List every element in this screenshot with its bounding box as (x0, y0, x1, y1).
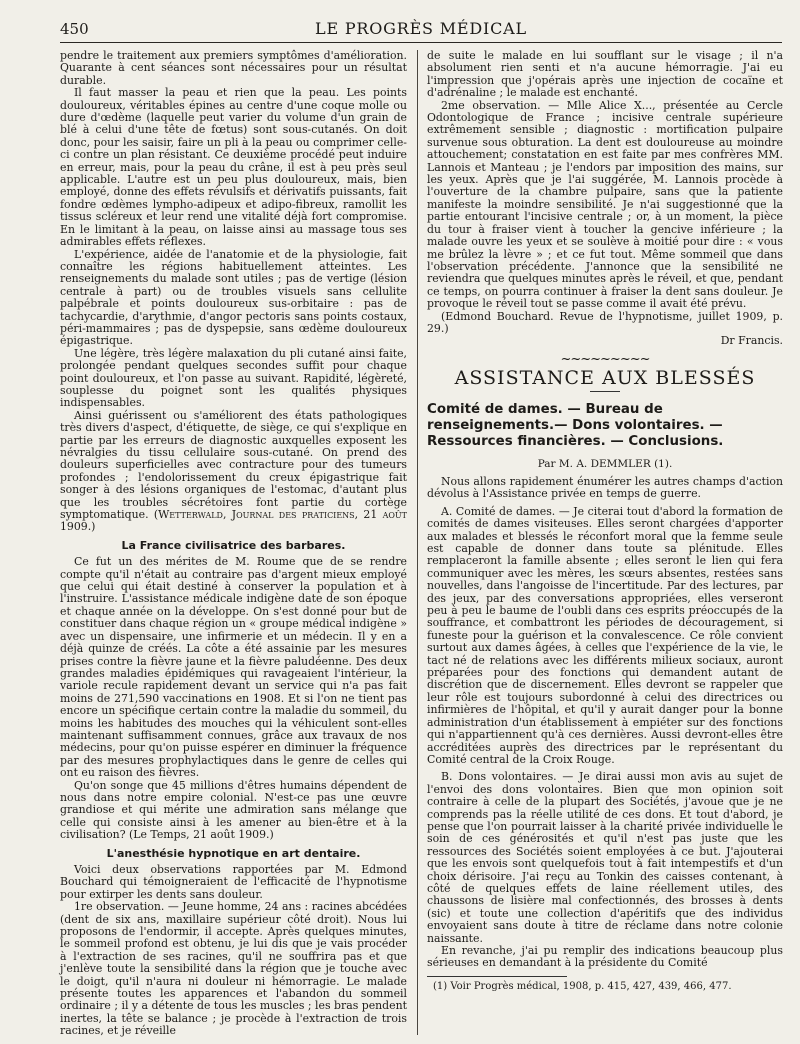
footnote: (1) Voir Progrès médical, 1908, p. 415, 427, 439, 466, 477. (433, 980, 732, 992)
section-title: La France civilisatrice des barbares. (121, 538, 346, 552)
paragraph: Ce fut un des mérites de M. Roume que de se rendre compte qu'il n'était au contraire pas d'argent mieux employé que celui qui était destiné à conserver la population et à l'instruire. L'assistance médicale indigène date de son époque et chaque année on la développe. On s'est donné pour but de constituer dans chaque région un « groupe médical indigène » avec un dispensaire, une infirmerie et un médecin. Il y en a déjà quinze de créés. La côte a été assainie par les mesures prises contre la fièvre jaune et la fièvre paludéenne. Des deux grandes maladies épidémiques qui ravageaient l'intérieur, la variole recule rapidement devant un service qui n'a pas fait moins de 271,590 vaccinations en 1908. Et si l'on ne tient pas encore un spécifique certain contre la maladie du sommeil, du moins les habitudes des mouches qui la véhiculent sont-elles maintenant suffisamment connues, grâce aux travaux de nos médecins, pour qu'on puisse espérer en diminuer la fréquence par des mesures prophylactiques dans le genre de celles qui ont eu raison des fièvres. (60, 555, 407, 780)
paragraph: 2me observation. — Mlle Alice X..., présentée au Cercle Odontologique de France ; incisive centrale supérieure extrêmement sensible ; diagnostic : mortification pulpaire survenue sous obturation. La dent est douloureuse au moindre attouchement; constatation en est faite par mes confrères MM. Lannois et Manteau ; je l'endors par imposition des mains, sur les yeux. Après que je l'ai suggérée, M. Lannois procède à l'ouverture de la chambre pulpaire, sans que la patiente manifeste la moindre sensibilité. Je n'ai suggestionné que la partie entourant l'incisive centrale ; or, à un moment, la pièce du tour à fraiser vient à toucher la gencive inférieure ; la malade ouvre les yeux et se soulève à moitié pour dire : « vous me brûlez la lèvre » ; et ce fut tout. Même sommeil que dans l'observation précédente. J'annonce que la sensibilité ne reviendra que quelques minutes après le réveil, et que, pendant ce temps, on pourra continuer à fraiser la dent sans douleur. Je provoque le réveil tout se passe comme il avait été prévu. (427, 98, 783, 311)
paragraph: L'expérience, aidée de l'anatomie et de la physiologie, fait connaître les régions habituellement atteintes. Les renseignements du malade sont utiles ; pas de vertige (lésion centrale à part) ou de troubles visuels sans cellulite palpébrale et points douloureux sus-orbitaire : pas de tachycardie, d'arythmie, d'angor pectoris sans points costaux, péri-mammaires ; pas de dyspepsie, sans œdème douloureux épigastrique. (60, 247, 407, 348)
paragraph-text: Ainsi guérissent ou s'améliorent des états pathologiques très divers d'aspect, d'étiquette, de siège, ce qui s'explique en partie par les erreurs de diagnostic auxquelles exposent les névralgies du tissu cellulaire sous-cutané. On prend des douleurs superficielles avec contracture pour des tumeurs profondes ; l'endolorissement du creux épigastrique fait songer à des lésions organiques de l'estomac, d'autant plus que les troubles sécrétoires font partie du cortège symptomatique. (60, 408, 407, 522)
source-citation: (Le Temps, 21 août 1909.) (129, 828, 274, 842)
journal-title: LE PROGRÈS MÉDICAL (315, 19, 527, 38)
paragraph (60, 410, 407, 534)
ornament-divider: ~~~~~~~~~ (560, 351, 650, 367)
paragraph: Nous allons rapidement énumérer les autres champs d'action dévolus à l'Assistance privée en temps de guerre. (427, 474, 783, 501)
section-title: L'anesthésie hypnotique en art dentaire. (106, 846, 361, 860)
column-divider (417, 50, 418, 1035)
left-column (60, 50, 407, 1038)
article-subtitle: Comité de dames. — Bureau de renseignements.— Dons volontaires. — Ressources financières. — Conclusions. (427, 401, 724, 449)
footnote-rule (427, 976, 567, 977)
article-title: ASSISTANCE AUX BLESSÉS (454, 367, 756, 390)
source-citation: (Wetterwald, Journal des praticiens, 21 août 1909.) (60, 508, 407, 534)
paragraph: A. Comité de dames. — Je citerai tout d'abord la formation de comités de dames visiteuses. Elles seront chargées d'apporter aux malades et blessés le réconfort moral que la femme seule est capable de donner dans toute sa plénitude. Elles remplaceront la famille absente ; elles seront le lien qui fera communiquer avec les mères, les sœurs absentes, restées sans nouvelles, dans l'angoisse de l'incertitude. Par des lectures, par des jeux, par des conversations appropriées, elles verseront peu à peu le baume de l'oubli dans ces esprits préoccupés de la souffrance, et combattront les périodes de découragement, si funeste pour la guérison et la convalescence. Ce rôle convient surtout aux dames âgées, à celles que l'expérience de la vie, le tact né de relations avec les différents milieux sociaux, auront préparées pour des fonctions qui demandent autant de discrétion que de discernement. Elles devront se rappeler que leur rôle est toujours subordonné à celui des directrices ou infirmières de l'hôpital, et qu'il y aurait danger pour la bonne administration d'un établissement à empiéter sur des fonctions qui n'appartiennent qu'à ces dernières. Aussi devront-elles être accréditées auprès des directrices par le représentant du Comité central de la Croix Rouge. (427, 504, 783, 766)
right-column (427, 50, 783, 993)
paragraph: pendre le traitement aux premiers symptômes d'amélioration. Quarante à cent séances sont nécessaires pour un résultat durable. (60, 49, 407, 87)
paragraph: B. Dons volontaires. — Je dirai aussi mon avis au sujet de l'envoi des dons volontaires. Bien que mon opinion soit contraire à celle de la plupart des Sociétés, j'avoue que je ne comprends pas la réelle utilité de ces dons. Et tout d'abord, je pense que l'on pourrait laisser à la charité privée individuelle le soin de ces générosités et qu'il n'est pas juste que les ressources des Sociétés soient employées à ce but. J'ajouterai que les envois sont quelquefois tout à fait intempestifs et d'un choix dérisoire. J'ai reçu au Tonkin des caisses contenant, à côté de quelques effets de laine réellement utiles, des chaussons de lisière mal confectionnés, des brosses à dents (sic) et toute une collection d'apéritifs que des individus envoyaient sans doute à titre de réclame dans notre colonie naissante. (427, 770, 783, 945)
paragraph: de suite le malade en lui soufflant sur le visage ; il n'a absolument rien senti et n'a aucune hémorragie. J'ai eu l'impression que j'opérais après une injection de cocaïne et d'adrénaline ; le malade est enchanté. (427, 49, 783, 100)
paragraph (60, 780, 407, 842)
paragraph: En revanche, j'ai pu remplir des indications beaucoup plus sérieuses en demandant à la présidente du Comité (427, 944, 783, 970)
author-line: Par M. A. DEMMLER (1). (537, 457, 673, 470)
signature: Dr Francis. (720, 334, 783, 348)
paragraph: Voici deux observations rapportées par M. Edmond Bouchard qui témoigneraient de l'efficacité de l'hypnotisme pour extirper les dents sans douleur. (60, 863, 407, 901)
paragraph: (Edmond Bouchard. Revue de l'hypnotisme, juillet 1909, p. 29.) (427, 309, 783, 335)
page-number: 450 (60, 20, 89, 38)
paragraph: 1re observation. — Jeune homme, 24 ans : racines abcédées (dent de six ans, maxillaire supérieur côté droit). Nous lui proposons de l'endormir, il accepte. Après quelques minutes, le sommeil profond est obtenu, je lui dis que je vais procéder à l'extraction de ses racines, qu'il ne souffrira pas et que j'enlève toute la sensibilité dans la région que je touche avec le doigt, qu'il n'aura ni douleur ni hémorragie. Le malade présente toutes les apparences et l'abandon du sommeil ordinaire ; il y a détente de tous les muscles ; les bras pendent inertes, la tête se balance ; je procède à l'extraction de trois racines, et je réveille (60, 900, 407, 1038)
paragraph: Une légère, très légère malaxation du pli cutané ainsi faite, prolongée pendant quelques secondes suffit pour chaque point douloureux, et l'on passe au suivant. Rapidité, légèreté, souplesse du poignet sont les qualités physiques indispensables. (60, 346, 407, 410)
page-header (60, 18, 782, 43)
paragraph-text: Qu'on songe que 45 millions d'êtres humains dépendent de nous dans notre empire colonial. N'est-ce pas une œuvre grandiose et qui mérite une admiration sans mélange que celle qui consiste ainsi à les amener au bien-être et à la civilisation? (60, 778, 407, 842)
paragraph: Il faut masser la peau et rien que la peau. Les points douloureux, véritables épines au centre d'une coque molle ou dure d'œdème (laquelle peut varier du volume d'un grain de blé à celui d'une tête de fœtus) sont sous-cutanés. On doit donc, pour les saisir, faire un pli à la peau ou comprimer celle-ci contre un plan résistant. Ce deuxième procédé peut induire en erreur, mais, pour la peau du crâne, il est à peu près seul applicable. L'autre est un peu plus douloureux, mais, bien employé, donne des effets révulsifs et dérivatifs puissants, fait fondre œdèmes lympho-adipeux et adipo-fibreux, ramollit les tissus scléreux et leur rend une vitalité déjà fort compromise. En le limitant à la peau, on laisse ainsi au massage tous ses admirables effets réflexes. (60, 86, 407, 249)
title-rule (590, 391, 620, 392)
